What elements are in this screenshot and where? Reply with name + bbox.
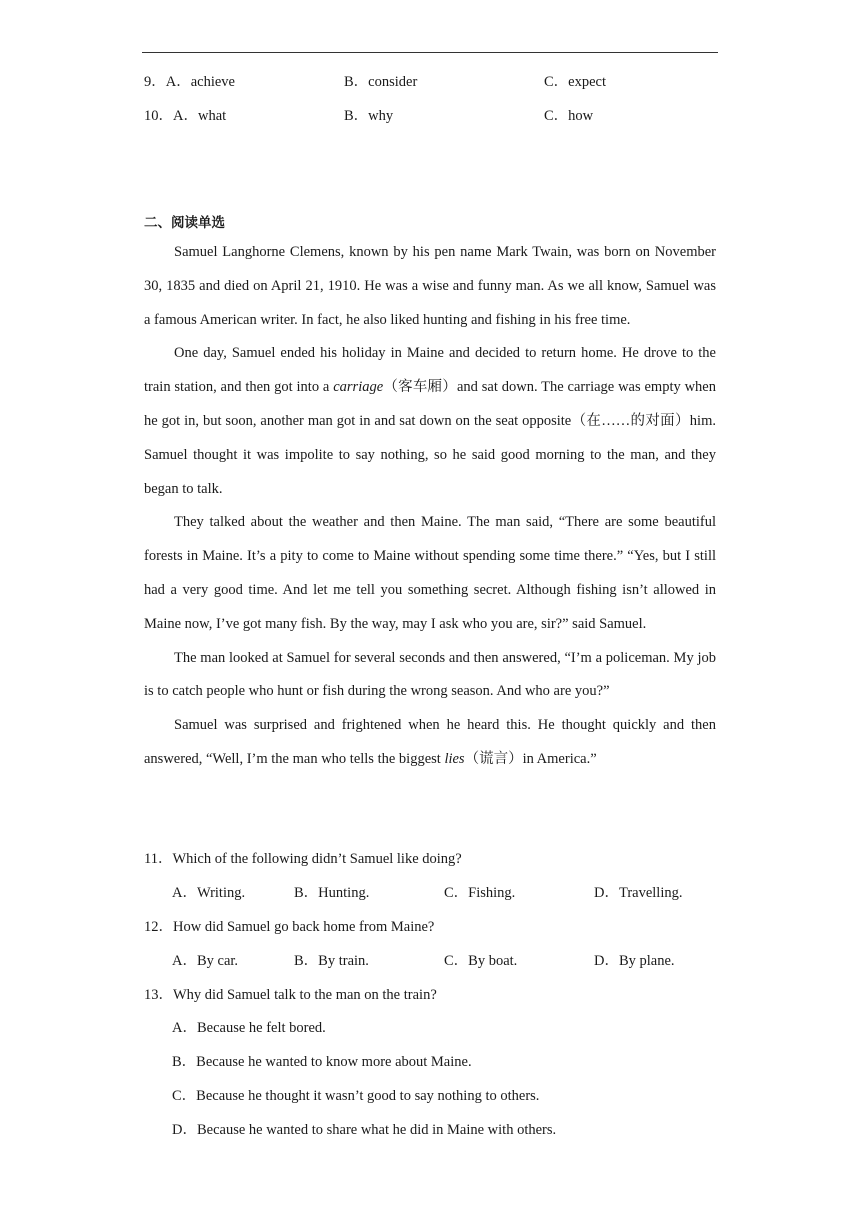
passage-paragraph-4: The man looked at Samuel for several seconds and then answered, “I’m a policeman. My job is to catch people who hunt or fish during the wrong season. And who are you?”: [144, 649, 716, 700]
q11-option-a[interactable]: A．Writing.: [172, 885, 246, 901]
question-10-options: [144, 106, 720, 126]
question-12-stem: 12．How did Samuel go back home from Maine?: [144, 919, 435, 935]
question-11-stem: 11．Which of the following didn’t Samuel like doing?: [144, 851, 462, 867]
q13-option-c[interactable]: C．Because he thought it wasn’t good to say nothing to others.: [172, 1088, 540, 1104]
q11-option-b[interactable]: B．Hunting.: [294, 885, 370, 901]
q9-number-option-a: [144, 72, 235, 92]
passage-p2-text: One day, Samuel ended his holiday in Maine and decided to return home. He drove to the train station, and then got into a: [144, 345, 716, 396]
q9-option-b: B．consider: [344, 74, 418, 90]
q12-option-c[interactable]: C．By boat.: [444, 953, 518, 969]
q12-option-b[interactable]: B．By train.: [294, 953, 369, 969]
passage-p2-italic: carriage: [333, 379, 384, 396]
q13-option-b[interactable]: B．Because he wanted to know more about Maine.: [172, 1054, 472, 1070]
q10-option-c: C．how: [544, 108, 594, 124]
passage-p5-italic: lies: [444, 750, 465, 767]
q12-option-d[interactable]: D．By plane.: [594, 953, 675, 969]
q9-option-a: A．achieve: [165, 74, 235, 90]
q13-option-a[interactable]: A．Because he felt bored.: [172, 1020, 326, 1036]
passage-p2-text-cont: （客车厢）and sat down. The carriage was empty when he got in, but soon, another man got in and sat down on the seat opposite（在……的对面）him. Samuel thought it was impolite to say nothing, so he said good morning to the man, and they began to talk.: [144, 379, 716, 497]
passage-paragraph-5: [144, 709, 716, 777]
question-12-options: [172, 950, 732, 972]
q10-option-b: B．why: [344, 108, 394, 124]
question-11-options: [172, 882, 732, 904]
q12-option-a[interactable]: A．By car.: [172, 953, 239, 969]
q13-option-d[interactable]: D．Because he wanted to share what he did in Maine with others.: [172, 1122, 557, 1138]
passage-paragraph-1: Samuel Langhorne Clemens, known by his pen name Mark Twain, was born on November 30, 1835 and died on April 21, 1910. He was a wise and funny man. As we all know, Samuel was a famous American writer. In fact, he also liked hunting and fishing in his free time.: [144, 244, 716, 328]
reading-passage: [144, 236, 716, 777]
q11-option-c[interactable]: C．Fishing.: [444, 885, 516, 901]
passage-paragraph-2: [144, 337, 716, 506]
q11-option-d[interactable]: D．Travelling.: [594, 885, 683, 901]
question-13-stem: 13．Why did Samuel talk to the man on the train?: [144, 987, 437, 1003]
passage-p5-text-cont: （谎言）in America.”: [464, 750, 597, 767]
q9-option-c: C．expect: [544, 74, 607, 90]
header-rule: [142, 52, 718, 53]
q9-number: 9．: [144, 74, 166, 90]
section-title: 二、阅读单选: [144, 215, 225, 231]
q10-option-a: A．what: [173, 108, 227, 124]
passage-p5-text: Samuel was surprised and frightened when he heard this. He thought quickly and then answered, “Well, I’m the man who tells the biggest: [144, 717, 716, 767]
passage-paragraph-3: They talked about the weather and then Maine. The man said, “There are some beautiful forests in Maine. It’s a pity to come to Maine without spending some time there.” “Yes, but I still had a very good time. And let me tell you something secret. Although fishing isn’t allowed in Maine now, I’ve got many fish. By the way, may I ask who you are, sir?” said Samuel.: [144, 514, 716, 632]
q10-number-option-a: [144, 106, 226, 126]
q10-number: 10．: [144, 108, 173, 124]
question-9-options: [144, 72, 720, 92]
